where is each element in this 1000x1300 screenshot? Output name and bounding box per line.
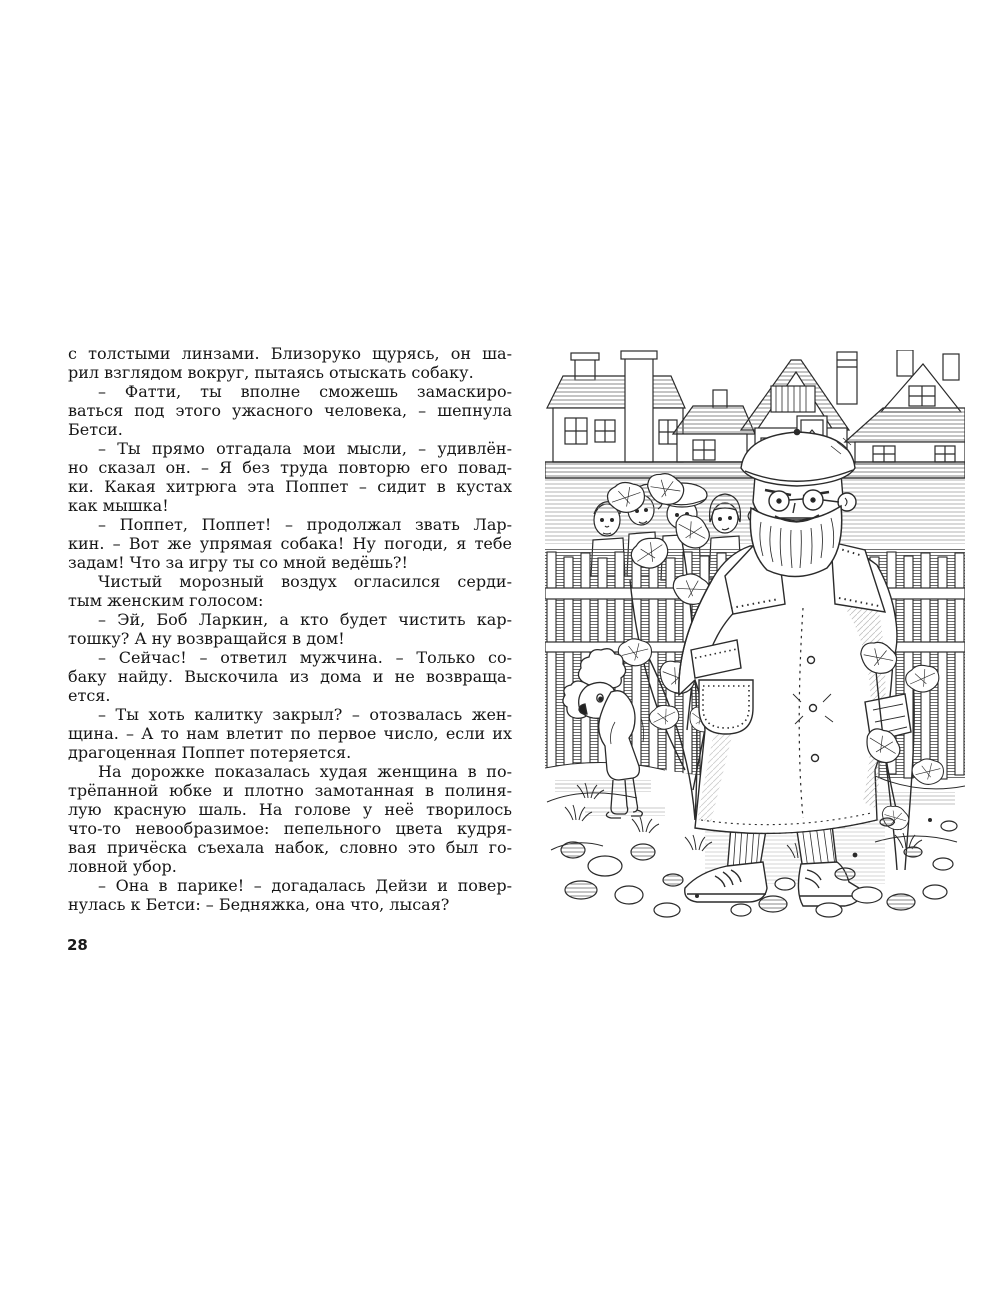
text-line: – Фатти, ты вполне сможешь замаскиро-	[98, 382, 512, 401]
text-line: – Сейчас! – ответил мужчина. – Только со-	[98, 648, 512, 667]
text-line: что-то невообразимое: пепельного цвета кудря-	[68, 819, 512, 838]
page-number: 28	[67, 936, 88, 954]
text-line: трёпанной юбке и плотно замотанная в полиня-	[68, 781, 512, 800]
text-line: но сказал он. – Я без труда повторю его повад-	[68, 458, 512, 477]
text-line: тым женским голосом:	[68, 591, 264, 610]
text-line: Бетси.	[68, 420, 123, 439]
body-text	[68, 344, 512, 914]
text-line: – Она в парике! – догадалась Дейзи и повер-	[98, 876, 512, 895]
text-line: кин. – Вот же упрямая собака! Ну погоди, я тебе	[68, 534, 512, 553]
text-line: тошку? А ну возвращайся в дом!	[68, 629, 345, 648]
text-line: Чистый морозный воздух огласился серди-	[98, 572, 512, 591]
text-line: ки. Какая хитрюга эта Поппет – сидит в кустах	[68, 477, 512, 496]
text-line: лую красную шаль. На голове у неё творилось	[68, 800, 512, 819]
text-line: рил взглядом вокруг, пытаясь отыскать собаку.	[68, 363, 474, 382]
text-line: задам! Что за игру ты со мной ведёшь?!	[68, 553, 408, 572]
text-line: с толстыми линзами. Близоруко щурясь, он ша-	[68, 344, 512, 363]
text-line: ловной убор.	[68, 857, 177, 876]
text-line: На дорожке показалась худая женщина в по-	[98, 762, 512, 781]
text-line: – Ты хоть калитку закрыл? – отозвалась жен-	[98, 705, 512, 724]
text-line: щина. – А то нам влетит по первое число, если их	[68, 724, 512, 743]
text-line: как мышка!	[68, 496, 169, 515]
text-line: вая причёска съехала набок, словно это был го-	[68, 838, 512, 857]
text-line: нулась к Бетси: – Бедняжка, она что, лысая?	[68, 895, 450, 914]
text-line: ваться под этого ужасного человека, – шепнула	[68, 401, 512, 420]
text-line: драгоценная Поппет потеряется.	[68, 743, 352, 762]
text-line: – Ты прямо отгадала мои мысли, – удивлён-	[98, 439, 512, 458]
text-line: ется.	[68, 686, 111, 705]
text-line: – Поппет, Поппет! – продолжал звать Лар-	[98, 515, 512, 534]
text-line: – Эй, Боб Ларкин, а кто будет чистить кар-	[98, 610, 512, 629]
story-illustration	[545, 350, 965, 920]
text-line: баку найду. Выскочила из дома и не возвраща-	[68, 667, 512, 686]
